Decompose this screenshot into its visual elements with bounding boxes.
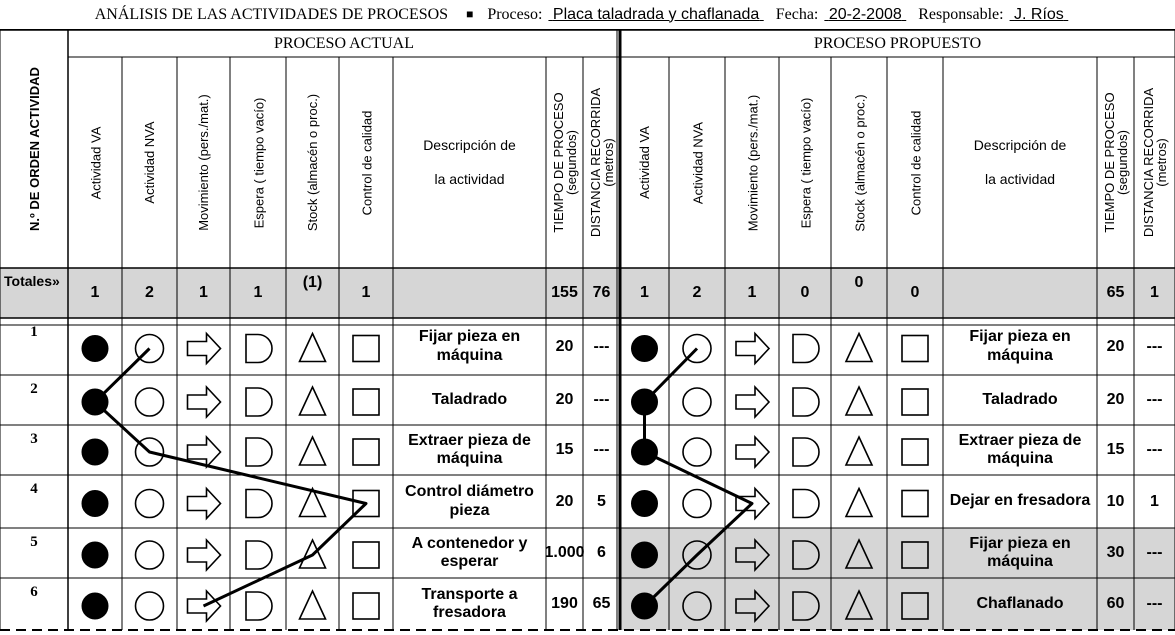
date-label: Fecha: <box>775 5 819 23</box>
row-number: 3 <box>30 431 38 447</box>
row-time: 15 <box>555 441 574 459</box>
totals-distance: 1 <box>1150 284 1159 302</box>
row-distance: --- <box>593 441 610 459</box>
totals-distance: 76 <box>592 284 611 302</box>
column-header-va: Actividad VA <box>87 126 103 199</box>
column-header-distance-line1: DISTANCIA RECORRIDA <box>587 87 603 238</box>
row-description: Fijar pieza en máquina <box>969 328 1071 364</box>
row-description: Dejar en fresadora <box>949 492 1091 510</box>
row-distance: --- <box>593 337 610 355</box>
totals-nva: 2 <box>145 284 154 302</box>
column-header-distance <box>1134 57 1175 268</box>
row-number: 1 <box>30 324 38 340</box>
column-header-move: Movimiento (pers./mat.) <box>196 94 211 231</box>
row-distance: --- <box>1146 337 1163 355</box>
row-description: Taladrado <box>431 390 508 408</box>
column-header-stock: Stock (almacén o proc.) <box>851 93 867 232</box>
totals-time: 155 <box>551 284 578 302</box>
row-distance: --- <box>1146 441 1163 459</box>
column-header-nva: Actividad NVA <box>142 121 157 204</box>
row-time: 20 <box>555 391 574 409</box>
totals-control: 1 <box>361 284 371 302</box>
process-label: Proceso: <box>487 5 543 23</box>
row-distance: --- <box>1146 595 1163 613</box>
column-header-distance-line2: (metros) <box>600 138 616 187</box>
column-header-distance-line2: (metros) <box>1153 138 1169 187</box>
totals-time: 65 <box>1106 284 1125 302</box>
responsible-label: Responsable: <box>918 5 1004 23</box>
row-time: 20 <box>1106 391 1125 409</box>
section-title-current: PROCESO ACTUAL <box>273 34 415 52</box>
description-header-line1: Descripción de <box>423 136 516 153</box>
row-distance: --- <box>1146 391 1163 409</box>
column-header-time <box>1097 57 1134 268</box>
column-header-time-line2: (segundos) <box>1114 129 1130 196</box>
column-header-time <box>546 57 583 268</box>
row-distance: 1 <box>1150 492 1159 510</box>
row-time: 20 <box>555 492 574 510</box>
column-header-time-line1: TIEMPO DE PROCESO <box>1101 92 1117 233</box>
column-header-time-line2: (segundos) <box>563 129 579 196</box>
row-distance: 6 <box>597 544 606 562</box>
row-distance: 65 <box>592 595 611 613</box>
row-description: Extraer pieza de máquina <box>408 431 531 467</box>
totals-control: 0 <box>910 284 920 302</box>
row-number: 6 <box>30 584 38 600</box>
row-distance: --- <box>593 391 610 409</box>
column-header-va: Actividad VA <box>637 126 652 199</box>
document-title: ANÁLISIS DE LAS ACTIVIDADES DE PROCESOS <box>94 5 449 23</box>
totals-va: 1 <box>90 284 100 302</box>
column-header-distance <box>583 57 620 268</box>
column-header-time-line1: TIEMPO DE PROCESO <box>550 92 566 233</box>
totals-stock: 0 <box>854 274 864 291</box>
row-time: 60 <box>1106 595 1125 613</box>
column-header-wait: Espera ( tiempo vacío) <box>250 97 266 228</box>
row-description: Fijar pieza en máquina <box>418 328 521 364</box>
row-time: 15 <box>1106 441 1125 459</box>
column-header-stock: Stock (almacén o proc.) <box>305 93 320 232</box>
column-header-wait: Espera ( tiempo vacío) <box>797 97 813 228</box>
responsible-value: J. Ríos <box>1014 5 1064 23</box>
totals-label: Totales» <box>4 273 60 289</box>
row-description: Transporte a fresadora <box>421 585 518 621</box>
row-description: A contenedor y esperar <box>411 534 528 570</box>
totals-nva: 2 <box>692 284 702 302</box>
column-header-move: Movimiento (pers./mat.) <box>744 94 760 231</box>
totals-wait: 0 <box>800 284 810 302</box>
row-distance: --- <box>1146 544 1163 562</box>
section-title-proposed: PROCESO PROPUESTO <box>813 34 982 52</box>
totals-wait: 1 <box>253 284 263 302</box>
row-time: 30 <box>1106 544 1125 562</box>
row-time: 10 <box>1106 492 1125 510</box>
date-value: 20-2-2008 <box>828 5 902 23</box>
description-header-line1: Descripción de <box>973 136 1067 153</box>
column-header-distance-line1: DISTANCIA RECORRIDA <box>1140 87 1156 238</box>
totals-move: 1 <box>199 284 208 302</box>
description-header-line2: la actividad <box>434 170 505 187</box>
row-description: Taladrado <box>982 390 1058 408</box>
process-value: Placa taladrada y chaflanada <box>552 5 760 23</box>
column-header-description <box>393 57 546 268</box>
column-header-control: Control de calidad <box>907 110 923 215</box>
row-time: 190 <box>551 595 578 613</box>
row-description: Extraer pieza de máquina <box>958 431 1082 467</box>
row-distance: 5 <box>597 492 606 510</box>
row-time: 20 <box>555 337 574 355</box>
row-description: Fijar pieza en máquina <box>969 534 1071 570</box>
row-time: 1.000 <box>544 544 585 562</box>
row-number: 5 <box>30 534 38 550</box>
totals-va: 1 <box>640 284 649 302</box>
order-column-header: N.º DE ORDEN ACTIVIDAD <box>26 67 42 231</box>
bullet-icon: ■ <box>466 7 474 21</box>
column-header-control: Control de calidad <box>358 110 374 215</box>
totals-stock: (1) <box>302 274 323 291</box>
row-time: 20 <box>1106 337 1125 355</box>
row-number: 4 <box>30 481 38 497</box>
column-header-nva: Actividad NVA <box>689 121 705 204</box>
description-header-line2: la actividad <box>984 170 1056 187</box>
totals-move: 1 <box>747 284 757 302</box>
row-description: Chaflanado <box>976 594 1064 612</box>
column-header-description <box>943 57 1097 268</box>
row-description: Control diámetro pieza <box>405 483 534 519</box>
row-number: 2 <box>30 381 38 397</box>
